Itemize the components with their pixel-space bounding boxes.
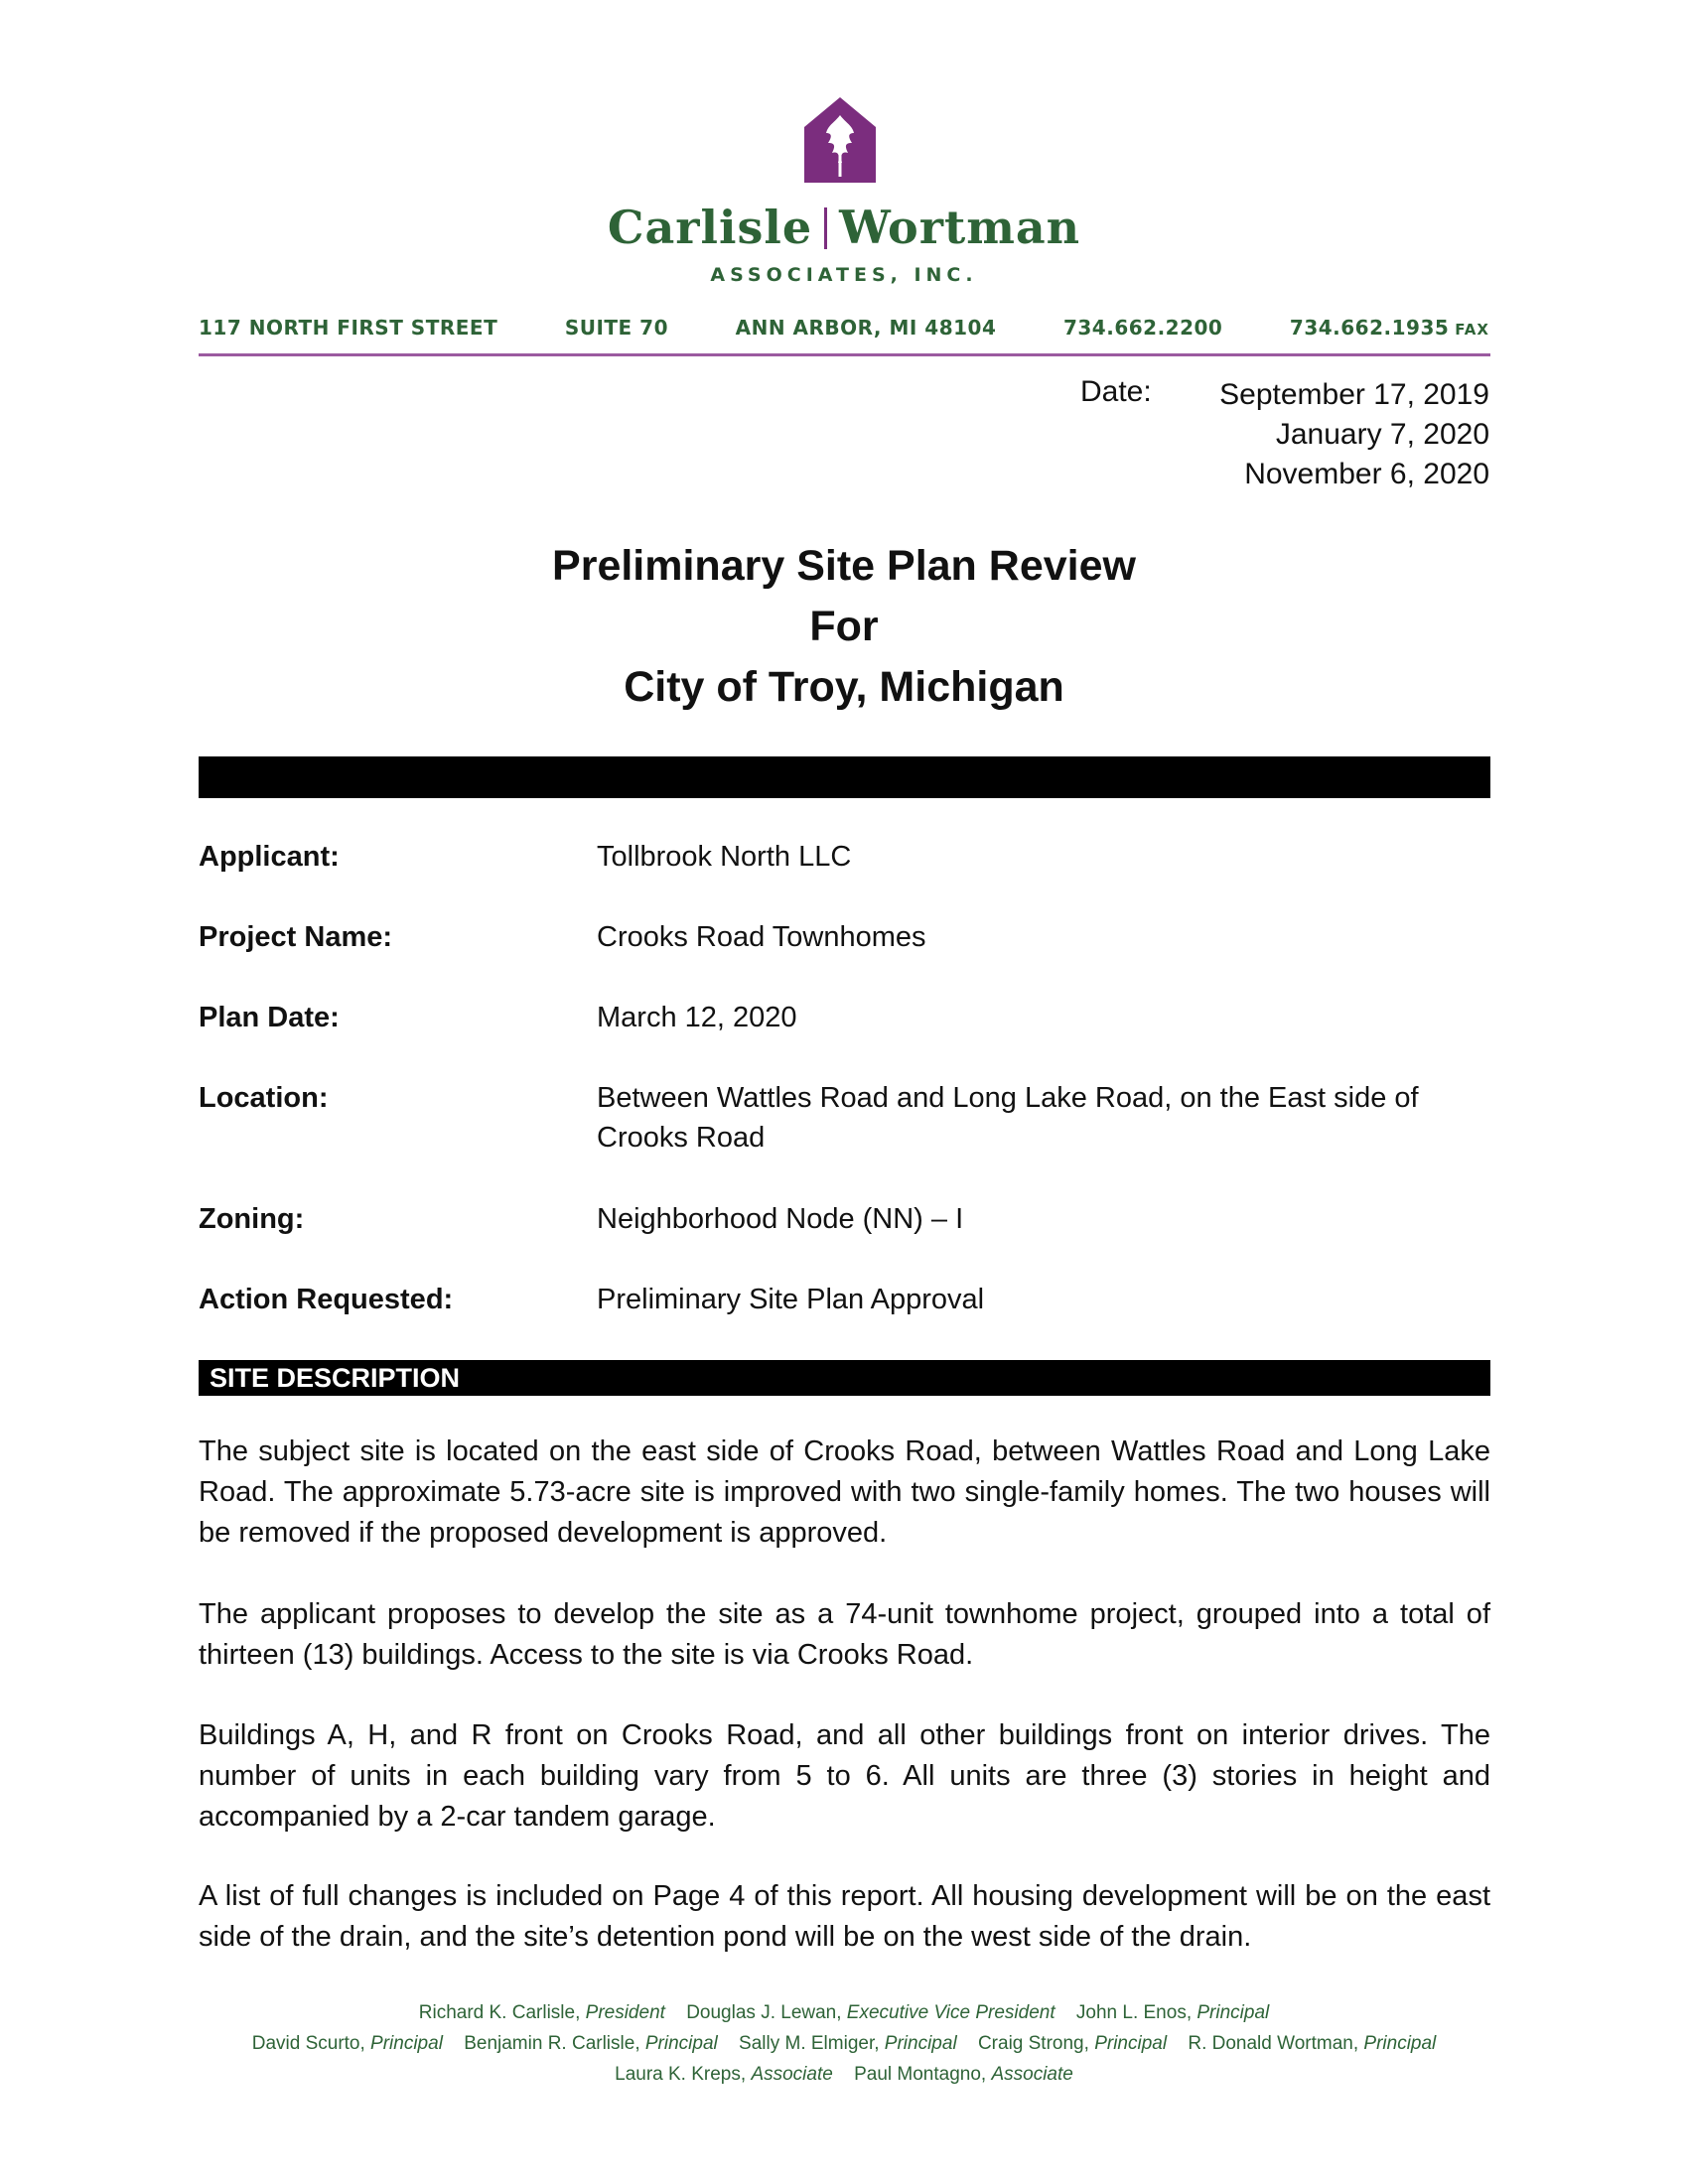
info-label: Plan Date: xyxy=(199,1002,340,1033)
staff-name: Benjamin R. Carlisle, xyxy=(464,2033,645,2054)
staff-member xyxy=(686,2002,1055,2023)
address-row xyxy=(199,316,1489,340)
staff-name: Laura K. Kreps, xyxy=(615,2064,752,2085)
staff-member xyxy=(464,2033,718,2054)
firm-name-left: Carlisle xyxy=(607,201,813,254)
address-street: 117 NORTH FIRST STREET xyxy=(199,316,498,340)
address-suite: SUITE 70 xyxy=(564,316,669,340)
firm-name-right: Wortman xyxy=(839,201,1081,254)
body-paragraph: The subject site is located on the east side of Crooks Road, between Wattles Road and Long Lake Road. The approximate 5.73-acre site is improved with two single-family homes. The two houses will be removed if the proposed development is approved. xyxy=(199,1435,1490,1549)
firm-name-divider xyxy=(824,207,827,249)
staff-role: Principal xyxy=(644,2033,718,2054)
staff-name: Sally M. Elmiger, xyxy=(739,2033,885,2054)
title-divider-bar xyxy=(199,756,1490,798)
footer-line xyxy=(0,2028,1688,2059)
staff-member xyxy=(1076,2002,1269,2023)
staff-name: Douglas J. Lewan, xyxy=(686,2002,847,2023)
page-title xyxy=(0,536,1688,718)
staff-name: Craig Strong, xyxy=(977,2033,1095,2054)
date-list xyxy=(1219,375,1489,494)
title-line: City of Troy, Michigan xyxy=(624,663,1064,711)
section-header-site-description xyxy=(199,1360,1490,1396)
staff-role: Principal xyxy=(1196,2002,1270,2023)
staff-member xyxy=(615,2064,833,2085)
staff-name: Richard K. Carlisle, xyxy=(418,2002,586,2023)
staff-role: Associate xyxy=(991,2064,1073,2085)
staff-member xyxy=(854,2064,1073,2085)
staff-name: Paul Montagno, xyxy=(854,2064,992,2085)
info-value: Preliminary Site Plan Approval xyxy=(597,1284,985,1315)
footer-line xyxy=(0,1997,1688,2028)
info-value: Between Wattles Road and Long Lake Road, on the East side of Crooks Road xyxy=(597,1082,1419,1154)
info-label: Location: xyxy=(199,1082,329,1114)
footer-line xyxy=(0,2059,1688,2090)
staff-member xyxy=(419,2002,665,2023)
fax-label: FAX xyxy=(1455,321,1489,339)
section-heading: SITE DESCRIPTION xyxy=(210,1363,461,1393)
staff-member xyxy=(252,2033,443,2054)
house-oak-leaf-icon xyxy=(804,97,876,183)
staff-role: Executive Vice President xyxy=(846,2002,1055,2023)
info-value: Tollbrook North LLC xyxy=(597,841,852,873)
firm-subtitle: ASSOCIATES, INC. xyxy=(710,264,978,286)
staff-role: President xyxy=(585,2002,665,2023)
date-label: Date: xyxy=(1080,375,1152,408)
staff-role: Associate xyxy=(751,2064,833,2085)
staff-name: David Scurto, xyxy=(251,2033,371,2054)
staff-member xyxy=(739,2033,957,2054)
info-label: Zoning: xyxy=(199,1203,305,1235)
address-phone: 734.662.2200 xyxy=(1062,316,1223,340)
date-value: January 7, 2020 xyxy=(1275,418,1489,451)
info-value: Neighborhood Node (NN) – I xyxy=(597,1203,964,1235)
staff-role: Principal xyxy=(370,2033,443,2054)
staff-name: John L. Enos, xyxy=(1075,2002,1197,2023)
letterhead-divider xyxy=(199,353,1490,356)
body-paragraph: A list of full changes is included on Page 4 of this report. All housing development will be on the east side of the drain, and the site’s detention pond will be on the west side of the drain. xyxy=(199,1880,1490,1953)
info-value: March 12, 2020 xyxy=(597,1002,797,1033)
info-label: Project Name: xyxy=(199,921,393,953)
fax-number: 734.662.1935 xyxy=(1289,316,1450,340)
footer-staff-list xyxy=(0,1997,1688,2090)
info-label: Applicant: xyxy=(199,841,340,873)
staff-role: Principal xyxy=(1094,2033,1168,2054)
date-value: September 17, 2019 xyxy=(1219,378,1489,411)
title-line: For xyxy=(809,603,879,650)
staff-name: R. Donald Wortman, xyxy=(1188,2033,1364,2054)
staff-role: Principal xyxy=(884,2033,957,2054)
staff-role: Principal xyxy=(1363,2033,1437,2054)
firm-name xyxy=(0,201,1688,254)
staff-member xyxy=(978,2033,1167,2054)
address-fax xyxy=(1290,316,1489,340)
date-value: November 6, 2020 xyxy=(1244,458,1489,490)
title-line: Preliminary Site Plan Review xyxy=(552,542,1136,590)
body-paragraph: The applicant proposes to develop the site as a 74-unit townhome project, grouped into a total of thirteen (13) buildings. Access to the site is via Crooks Road. xyxy=(199,1598,1490,1671)
address-city: ANN ARBOR, MI 48104 xyxy=(735,316,997,340)
info-label: Action Requested: xyxy=(199,1284,454,1315)
staff-member xyxy=(1188,2033,1436,2054)
info-value: Crooks Road Townhomes xyxy=(597,921,926,953)
body-paragraph: Buildings A, H, and R front on Crooks Road, and all other buildings front on interior drives. The number of units in each building vary from 5 to 6. All units are three (3) stories in height and accompanied by a 2-car tandem garage. xyxy=(199,1719,1490,1833)
